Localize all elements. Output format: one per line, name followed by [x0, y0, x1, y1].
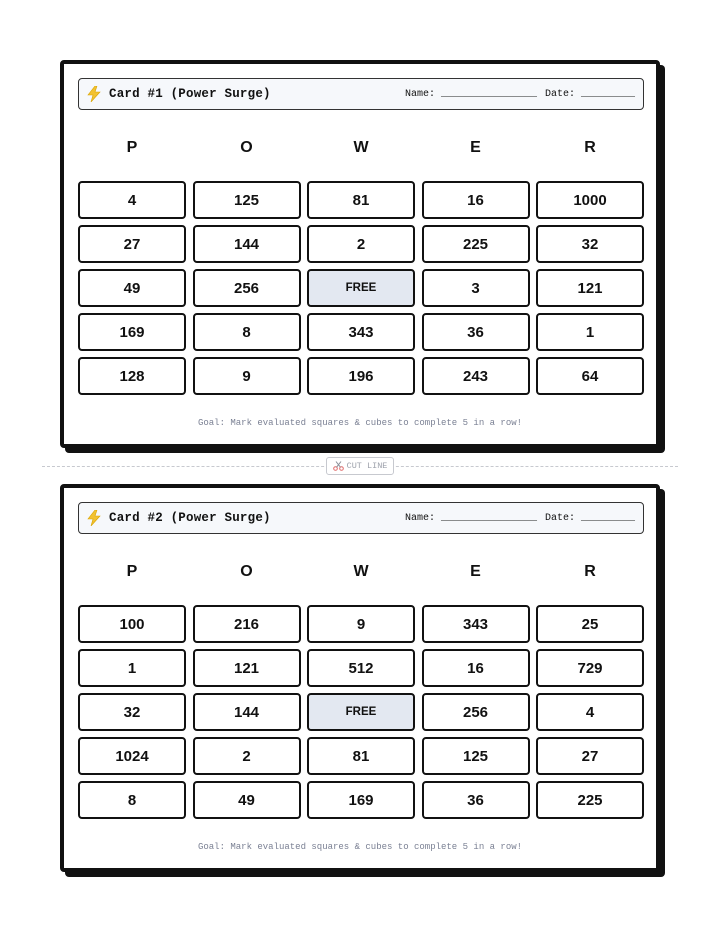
bingo-cell[interactable]: 49: [78, 269, 186, 307]
bingo-cell[interactable]: 81: [307, 181, 415, 219]
bingo-cell[interactable]: 2: [193, 737, 301, 775]
column-letter-r: R: [584, 139, 596, 156]
bingo-cell[interactable]: 16: [422, 649, 530, 687]
bingo-cell[interactable]: 128: [78, 357, 186, 395]
cut-line-label: [326, 457, 394, 475]
free-space-cell[interactable]: FREE: [307, 693, 415, 731]
bingo-cell[interactable]: 27: [536, 737, 644, 775]
column-letter-o: O: [240, 139, 253, 156]
bingo-cell[interactable]: 25: [536, 605, 644, 643]
date-field[interactable]: Date: _________: [544, 88, 635, 100]
lightning-bolt-icon: [87, 86, 101, 102]
bingo-cell[interactable]: 81: [307, 737, 415, 775]
bingo-cell[interactable]: 512: [307, 649, 415, 687]
bingo-cell[interactable]: 121: [536, 269, 644, 307]
cut-line-text: CUT LINE: [346, 461, 388, 471]
bingo-cell[interactable]: 32: [536, 225, 644, 263]
column-letters: [78, 136, 644, 160]
bingo-cell[interactable]: 9: [307, 605, 415, 643]
bingo-cell[interactable]: 1: [536, 313, 644, 351]
column-letter-e: E: [470, 563, 481, 580]
bingo-cell[interactable]: 36: [422, 781, 530, 819]
bingo-cell[interactable]: 216: [193, 605, 301, 643]
bingo-cell[interactable]: 32: [78, 693, 186, 731]
name-field[interactable]: Name: ________________: [404, 88, 537, 100]
bingo-cell[interactable]: 169: [307, 781, 415, 819]
card-header: [78, 78, 644, 110]
card-title: Card #2 (Power Surge): [109, 511, 271, 525]
bingo-cell[interactable]: 125: [193, 181, 301, 219]
card-title: Card #1 (Power Surge): [109, 87, 271, 101]
card-header: [78, 502, 644, 534]
bingo-cell[interactable]: 2: [307, 225, 415, 263]
bingo-cell[interactable]: 256: [193, 269, 301, 307]
bingo-cell[interactable]: 36: [422, 313, 530, 351]
bingo-cell[interactable]: 1: [78, 649, 186, 687]
bingo-cell[interactable]: 9: [193, 357, 301, 395]
bingo-cell[interactable]: 343: [422, 605, 530, 643]
bingo-cell[interactable]: 144: [193, 693, 301, 731]
bingo-cell[interactable]: 8: [78, 781, 186, 819]
column-letter-r: R: [584, 563, 596, 580]
bingo-cell[interactable]: 1024: [78, 737, 186, 775]
bingo-cell[interactable]: 100: [78, 605, 186, 643]
column-letters: [78, 560, 644, 584]
scissors-icon: [333, 461, 344, 471]
bingo-cell[interactable]: 256: [422, 693, 530, 731]
date-field[interactable]: Date: _________: [544, 512, 635, 524]
bingo-cell[interactable]: 729: [536, 649, 644, 687]
bingo-cell[interactable]: 4: [536, 693, 644, 731]
goal-text: Goal: Mark evaluated squares & cubes to complete 5 in a row!: [197, 842, 523, 852]
bingo-cell[interactable]: 64: [536, 357, 644, 395]
bingo-card-1: [60, 60, 660, 448]
column-letter-o: O: [240, 563, 253, 580]
column-letter-w: W: [353, 139, 369, 156]
bingo-cell[interactable]: 8: [193, 313, 301, 351]
bingo-cell[interactable]: 144: [193, 225, 301, 263]
bingo-cell[interactable]: 27: [78, 225, 186, 263]
column-letter-p: P: [126, 563, 138, 580]
bingo-card-2: [60, 484, 660, 872]
bingo-cell[interactable]: 169: [78, 313, 186, 351]
bingo-cell[interactable]: 16: [422, 181, 530, 219]
column-letter-e: E: [470, 139, 481, 156]
column-letter-p: P: [126, 139, 138, 156]
bingo-cell[interactable]: 4: [78, 181, 186, 219]
free-space-cell[interactable]: FREE: [307, 269, 415, 307]
bingo-cell[interactable]: 196: [307, 357, 415, 395]
bingo-grid: [78, 605, 644, 819]
lightning-bolt-icon: [87, 510, 101, 526]
bingo-cell[interactable]: 3: [422, 269, 530, 307]
name-field[interactable]: Name: ________________: [404, 512, 537, 524]
bingo-cell[interactable]: 121: [193, 649, 301, 687]
bingo-cell[interactable]: 1000: [536, 181, 644, 219]
bingo-cell[interactable]: 49: [193, 781, 301, 819]
bingo-cell[interactable]: 225: [536, 781, 644, 819]
column-letter-w: W: [353, 563, 369, 580]
goal-text: Goal: Mark evaluated squares & cubes to complete 5 in a row!: [197, 418, 523, 428]
bingo-cell[interactable]: 125: [422, 737, 530, 775]
bingo-grid: [78, 181, 644, 395]
bingo-cell[interactable]: 343: [307, 313, 415, 351]
bingo-cell[interactable]: 243: [422, 357, 530, 395]
bingo-cell[interactable]: 225: [422, 225, 530, 263]
